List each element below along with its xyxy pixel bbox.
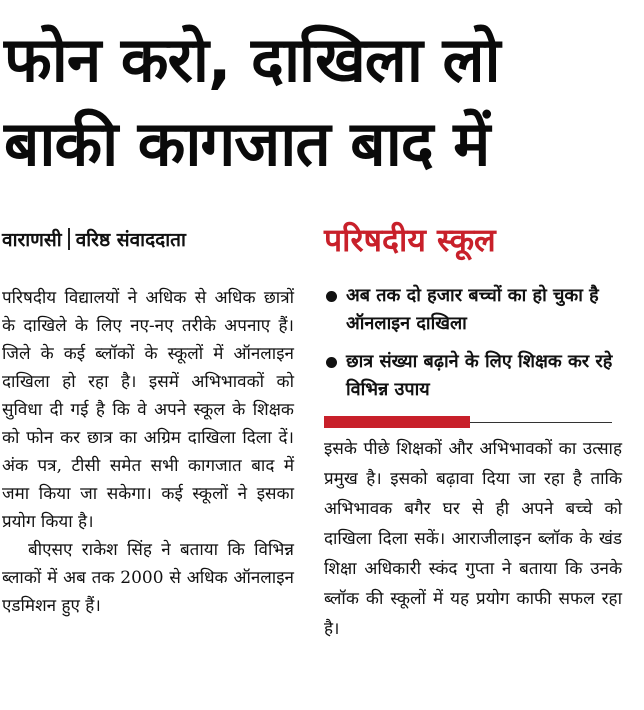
right-paragraph-1: इसके पीछे शिक्षकों और अभिभावकों का उत्साह प्रमुख है। इसको बढ़ावा दिया जा रहा है ताकि अभिभावक बगैर घर से ही अपने बच्चे को दाखिला दिला सकें। आराजीलाइन ब्लॉक के खंड शिक्षा अधिकारी स्कंद गुप्ता ने बताया कि उनके ब्लॉक की स्कूलों में यह प्रयोग काफी सफल रहा है।	[324, 439, 622, 639]
bullet-dot-icon	[326, 357, 337, 368]
right-column	[324, 434, 622, 644]
left-column	[2, 284, 294, 620]
headline-line-2: बाकी कागजात बाद में	[4, 107, 490, 180]
bullet-text: छात्र संख्या बढ़ाने के लिए शिक्षक कर रहे विभिन्न उपाय	[346, 351, 613, 400]
sidebar-bullets	[324, 282, 624, 414]
headline	[4, 18, 640, 186]
headline-line-1: फोन करो, दाखिला लो	[4, 23, 500, 96]
left-paragraph-1: परिषदीय विद्यालयों ने अधिक से अधिक छात्रों के दाखिले के लिए नए-नए तरीके अपनाए हैं। जिले के कई ब्लॉकों के स्कूलों में ऑनलाइन दाखिला हो रहा है। इसमें अभिभावकों को सुविधा दी गई है कि वे अपने स्कूल के शिक्षक को फोन कर छात्र का अग्रिम दाखिला दिला दें। अंक पत्र, टीसी समेत सभी कागजात बाद में जमा किया जा सकेगा। कई स्कूलों ने इसका प्रयोग किया है।	[2, 288, 294, 532]
bullet-item	[324, 282, 624, 338]
bullet-text: अब तक दो हजार बच्चों का हो चुका है ऑनलाइन दाखिला	[346, 285, 599, 334]
section-divider	[324, 416, 612, 428]
bullet-item	[324, 348, 624, 404]
byline	[2, 226, 186, 252]
byline-separator	[68, 228, 70, 250]
left-paragraph-2: बीएसए राकेश सिंह ने बताया कि विभिन्न ब्लाकों में अब तक 2000 से अधिक ऑनलाइन एडमिशन हुए हैं।	[2, 540, 294, 616]
divider-accent-bar	[324, 416, 470, 428]
sidebar-title: परिषदीय स्कूल	[324, 221, 496, 259]
divider-rule	[470, 422, 612, 423]
byline-location: वाराणसी	[2, 229, 62, 251]
bullet-dot-icon	[326, 291, 337, 302]
byline-reporter: वरिष्ठ संवाददाता	[75, 229, 186, 251]
